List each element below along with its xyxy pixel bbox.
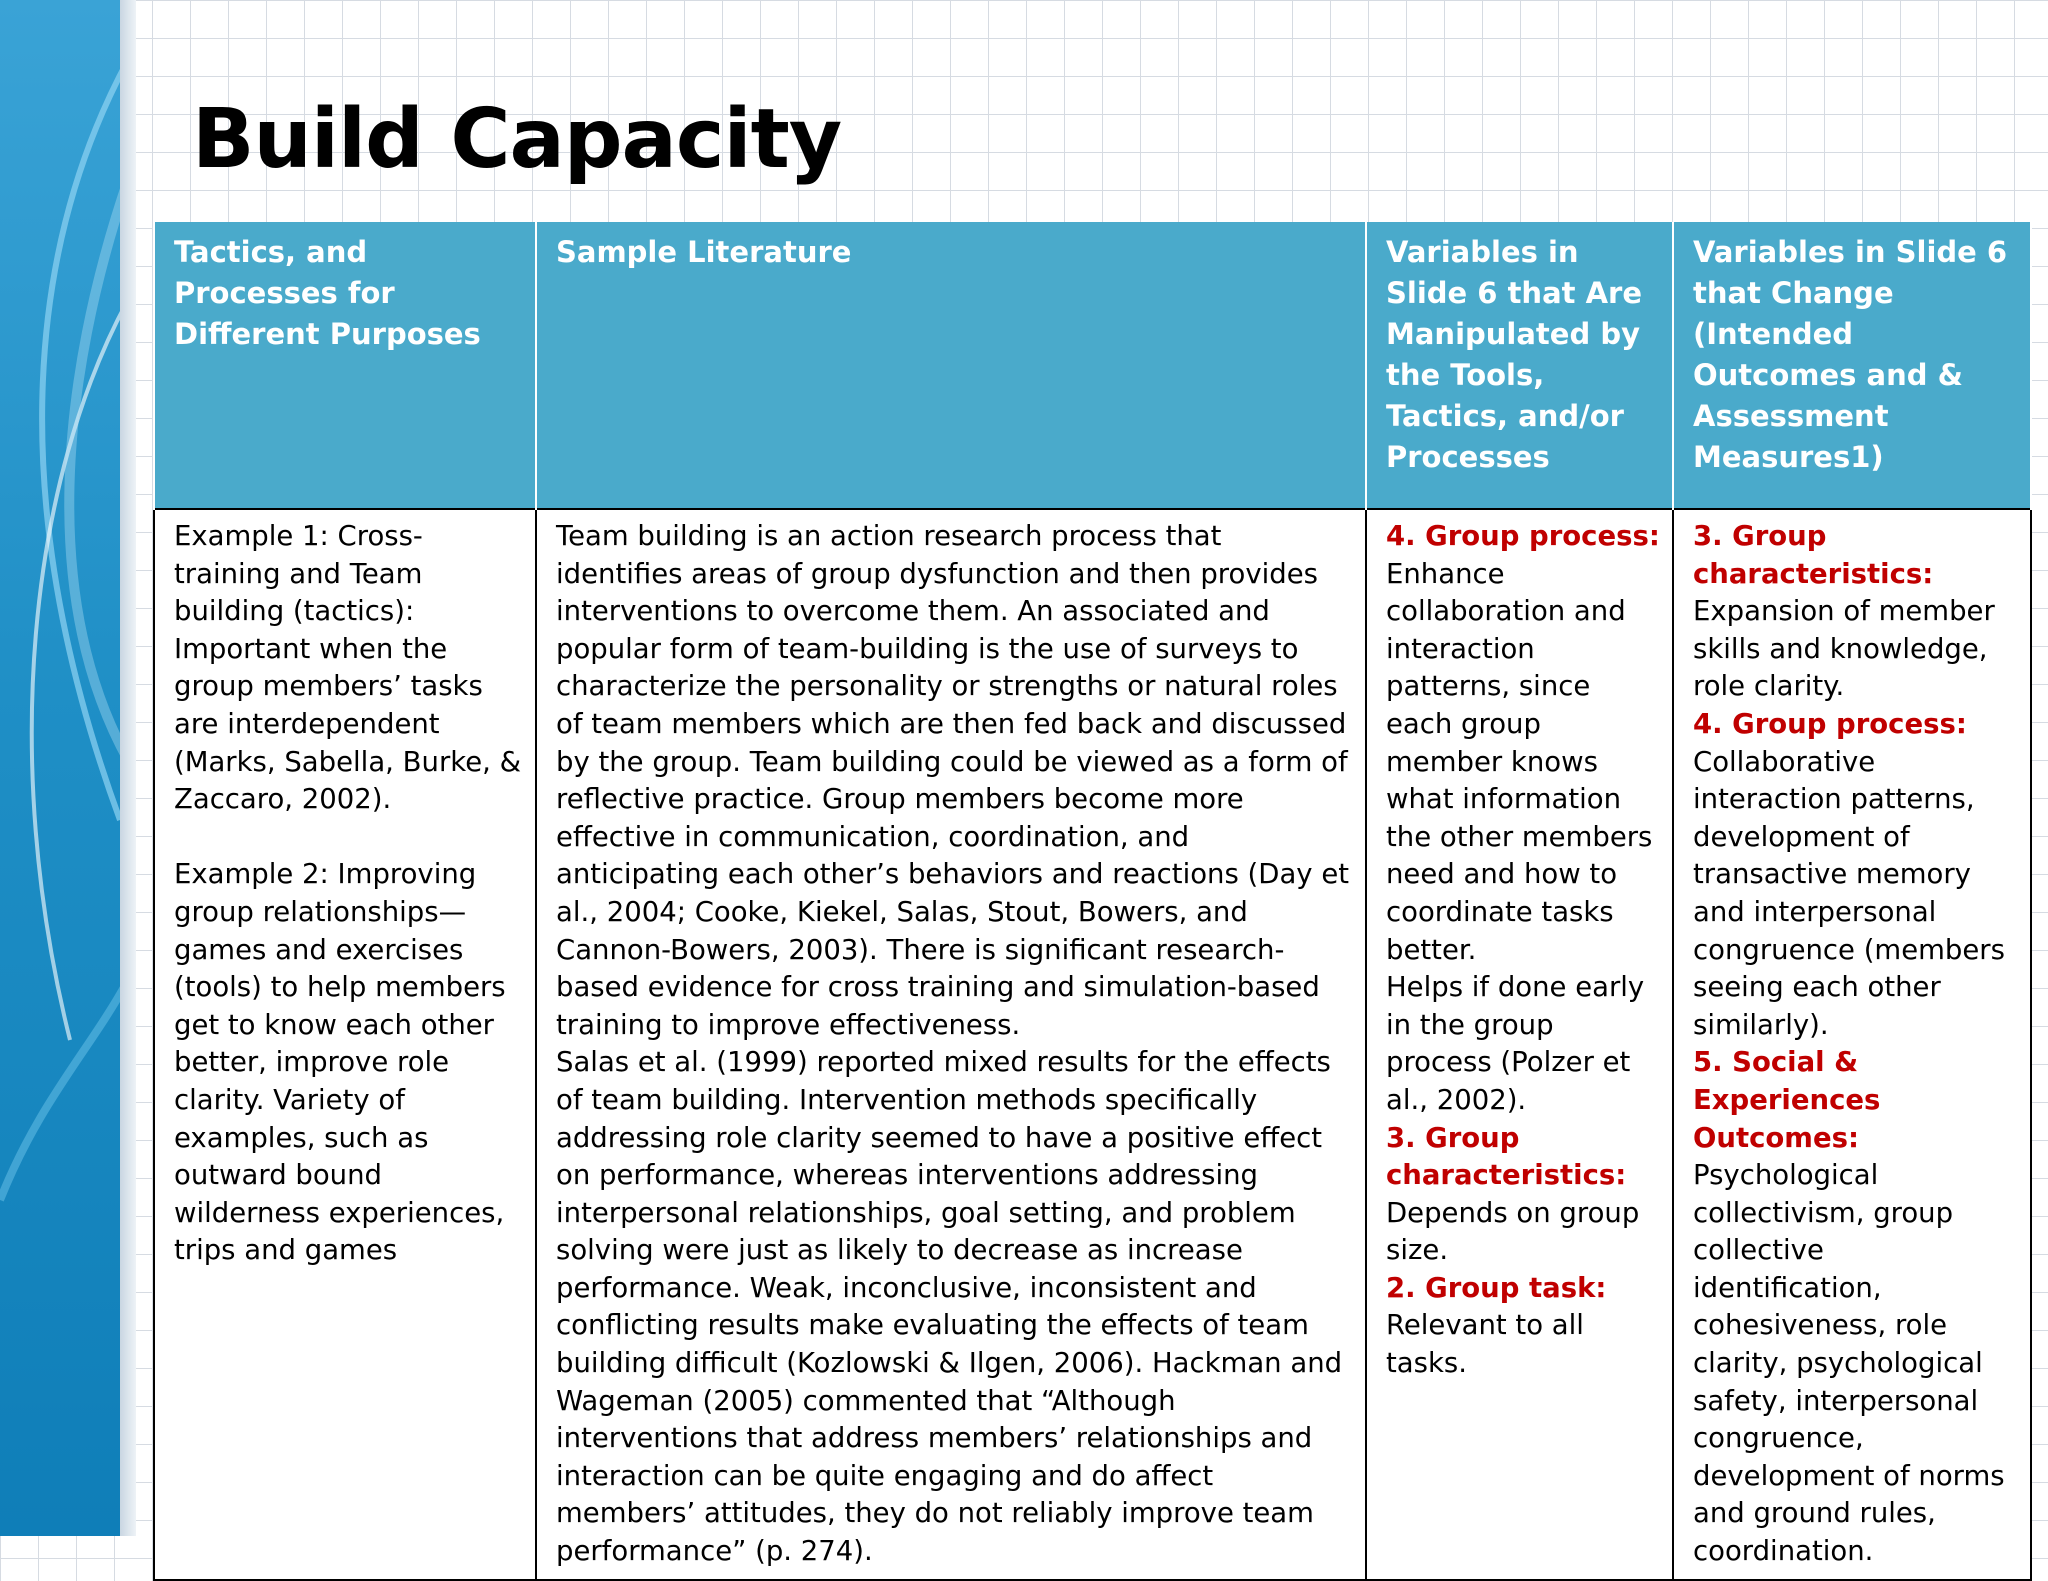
heading-group-characteristics: 3. Group characteristics: [1386,1121,1627,1192]
cell-variables-change [1673,509,2031,1580]
group-process-note: Helps if done early in the group process (Polzer et al., 2002). [1386,971,1645,1116]
header-variables-change: Variables in Slide 6 that Change (Intended Outcomes and & Assessment Measures1) [1673,222,2031,509]
heading-social-outcomes: 5. Social & Experiences Outcomes: [1693,1046,1881,1154]
literature-paragraph-1: Team building is an action research process that identifies areas of group dysfunction and then provides interventions to overcome them. An associated and popular form of team-building is the use of surveys to characterize the personality or strengths or natural roles of team members which are then fed back and discussed by the group. Team building could be viewed as a form of reflective practice. Group members become more effective in communication, coordination, and anticipating each other’s behaviors and reactions (Day et al., 2004; Cooke, Kiekel, Salas, Stout, Bowers, and Cannon-Bowers, 2003). There is significant research-based evidence for cross training and simulation-based training to improve effectiveness. [556,520,1350,1041]
heading-group-process: 4. Group process: [1386,520,1660,552]
decorative-band-edge [120,0,136,1536]
group-characteristics-text: Depends on group size. [1386,1196,1640,1267]
group-characteristics-text: Expansion of member skills and knowledge, role clarity. [1693,595,1995,703]
header-sample-literature: Sample Literature [536,222,1366,509]
heading-group-process: 4. Group process: [1693,707,1967,740]
table-row [154,509,2031,1580]
group-process-text: Collaborative interaction patterns, development of transactive memory and interpersonal congruence (members seeing each other similarly). [1693,745,2005,1041]
header-variables-manipulated: Variables in Slide 6 that Are Manipulated by the Tools, Tactics, and/or Processes [1366,222,1673,509]
cell-tactics [154,509,536,1580]
header-tactics: Tactics, and Processes for Different Purposes [154,222,536,509]
example-1-text: Example 1: Cross-training and Team building (tactics): Important when the group members’ tasks are interdependent (Marks, Sabella, Burke, & Zaccaro, 2002). [174,520,522,816]
heading-group-characteristics: 3. Group characteristics: [1693,520,1934,590]
table-header-row [154,222,2031,509]
group-process-text: Enhance collaboration and interaction patterns, since each group member knows what information the other members need and how to coordinate tasks better. [1386,557,1653,966]
heading-group-task: 2. Group task: [1386,1271,1607,1304]
capacity-table [153,222,2032,1581]
group-task-text: Relevant to all tasks. [1386,1309,1584,1380]
cell-variables-manipulated [1366,509,1673,1580]
literature-paragraph-2: Salas et al. (1999) reported mixed results for the effects of team building. Intervention methods specifically addressing role clarity seemed to have a positive effect on performance, whereas interventions addressing interpersonal relationships, goal setting, and problem solving were just as likely to decrease as increase performance. Weak, inconclusive, inconsistent and conflicting results make evaluating the effects of team building difficult (Kozlowski & Ilgen, 2006). Hackman and Wageman (2005) commented that “Although interventions that address members’ relationships and interaction can be quite engaging and do affect members’ attitudes, they do not reliably improve team performance” (p. 274). [556,1046,1343,1568]
page-title: Build Capacity [192,92,842,187]
cell-sample-literature [536,509,1366,1580]
example-2-text: Example 2: Improving group relationships—games and exercises (tools) to help members get to know each other better, improve role clarity. Variety of examples, such as outward bound wilderness experiences, trips and games [174,858,506,1267]
decorative-swirl [0,0,128,1536]
social-outcomes-text: Psychological collectivism, group collective identification, cohesiveness, role clarity, psychological safety, interpersonal congruence, development of norms and ground rules, coordination. [1693,1159,2005,1568]
decorative-side-band [0,0,128,1536]
